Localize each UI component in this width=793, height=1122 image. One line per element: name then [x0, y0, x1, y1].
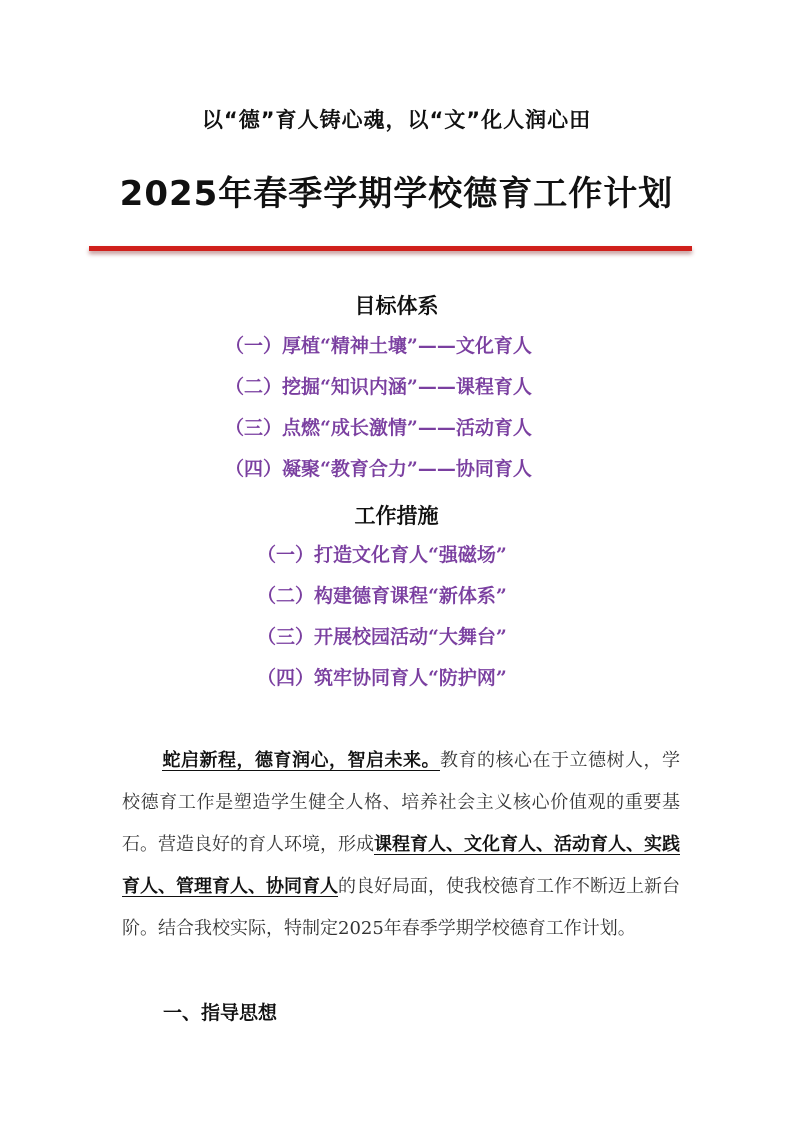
document-title: 2025年春季学期学校德育工作计划 — [119, 174, 674, 214]
intro-lead: 蛇启新程，德育润心，智启未来。 — [162, 750, 440, 771]
intro-text-end: 的良好局面，使我校德育工作不断迈上新台阶。结合我校实际，特制定2025年春季学期学校德育工作计划。 — [122, 876, 680, 939]
goals-heading: 目标体系 — [354, 294, 439, 318]
title-divider — [89, 246, 692, 251]
measure-item: （一）打造文化育人“强磁场” — [257, 544, 507, 566]
intro-emphasis: 课程育人、文化育人、活动育人、实践育人、管理育人、协同育人 — [122, 834, 680, 897]
measure-item: （二）构建德育课程“新体系” — [257, 585, 507, 607]
measures-heading: 工作措施 — [354, 504, 439, 528]
intro-text: 教育的核心在于立德树人，学校德育工作是塑造学生健全人格、培养社会主义核心价值观的重要基石。营造良好的育人环境，形成 — [122, 750, 680, 855]
section-heading-guiding-thought: 一、指导思想 — [163, 1002, 278, 1024]
goals-list — [225, 326, 532, 490]
goal-item: （一）厚植“精神土壤”——文化育人 — [225, 335, 532, 357]
goal-item: （三）点燃“成长激情”——活动育人 — [225, 417, 532, 439]
intro-paragraph — [122, 740, 680, 950]
measure-item: （四）筑牢协同育人“防护网” — [257, 667, 507, 689]
measures-list — [257, 535, 507, 699]
goal-item: （四）凝聚“教育合力”——协同育人 — [225, 458, 532, 480]
goal-item: （二）挖掘“知识内涵”——课程育人 — [225, 376, 532, 398]
measure-item: （三）开展校园活动“大舞台” — [257, 626, 507, 648]
document-subtitle: 以“德”育人铸心魂，以“文”化人润心田 — [201, 108, 592, 132]
